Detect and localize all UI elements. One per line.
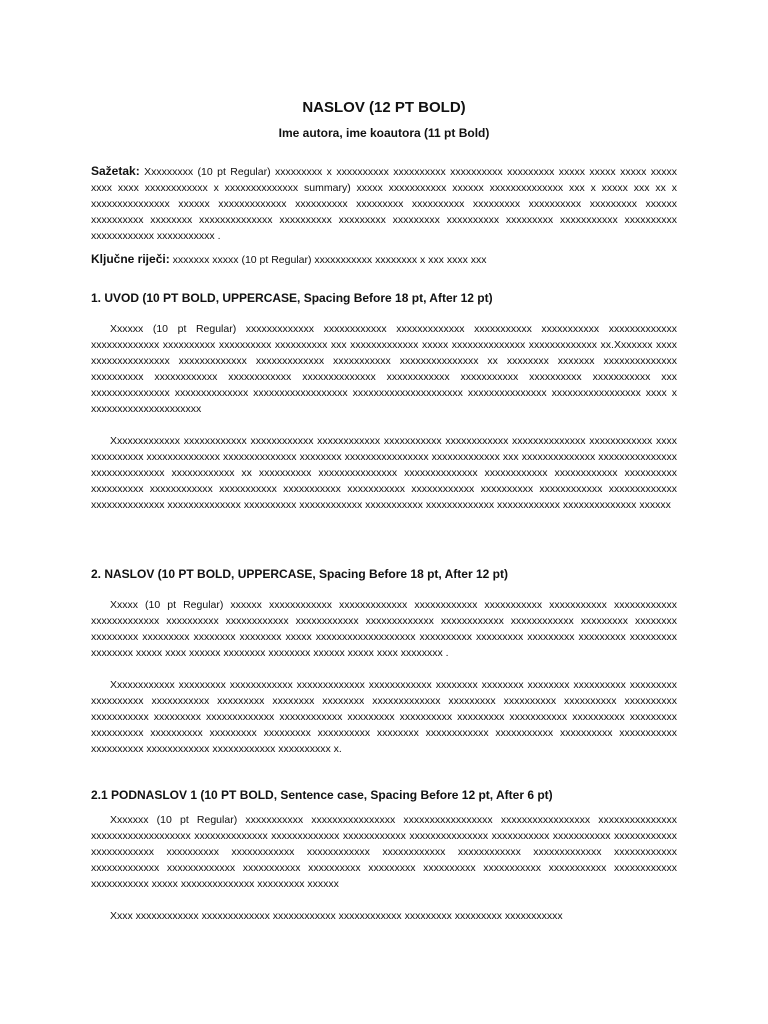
section-paragraph: Xxxxxxx (10 pt Regular) xxxxxxxxxxx xxxxxxxxxxxxxxxx xxxxxxxxxxxxxxxxx xxxxxxxxxxxxxxxxx xxxxxxxxxxxxxxx xxxxxxxxxxxxxxxxxxx xxxxxxxxxxxxxx xxxxxxxxxxxxx xxxxxxxxxxxx xxxxxxxxxxxxxxx xxxxxxxxxxx xxxxxxxxxxx xxxxxxxxxxxx xxxxxxxxxxxx xxxxxxxxxx xxxxxxxxxxxx xxxxxxxxxxxx xxxxxxxxxxxx xxxxxxxxxxxx xxxxxxxxxxxxx xxxxxxxxxxxx xxxxxxxxxxxxx xxxxxxxxxxxxx xxxxxxxxxxx xxxxxxxxxx xxxxxxxxx xxxxxxxxxx xxxxxxxxxxx xxxxxxxxxxx xxxxxxxxxxxx xxxxxxxxxxx xxxxx xxxxxxxxxxxxxx xxxxxxxxx xxxxxx [91,814,677,891]
abstract-paragraph [91,163,677,244]
abstract-label: Sažetak: [91,164,140,178]
section-heading-naslov: 2. NASLOV (10 PT BOLD, UPPERCASE, Spacing Before 18 pt, After 12 pt) [91,567,508,581]
keywords-label: Ključne riječi: [91,252,170,266]
keywords-paragraph [91,251,677,268]
section-paragraph: Xxxxxx (10 pt Regular) xxxxxxxxxxxxx xxxxxxxxxxxx xxxxxxxxxxxxx xxxxxxxxxxx xxxxxxxxxxx xxxxxxxxxxxxx xxxxxxxxxxxxx xxxxxxxxxx xxxxxxxxxx xxxxxxxxxx xxx xxxxxxxxxxxxx xxxxx xxxxxxxxxxxxxx xxxxxxxxxxxxx xx.Xxxxxxx xxxx xxxxxxxxxxxxxxx xxxxxxxxxxxxx xxxxxxxxxxxxx xxxxxxxxxxx xxxxxxxxxxxxxxx xx xxxxxxxx xxxxxxx xxxxxxxxxxxxxx xxxxxxxxxx xxxxxxxxxxxx xxxxxxxxxxxx xxxxxxxxxxxxxx xxxxxxxxxxxx xxxxxxxxxxx xxxxxxxxxx xxxxxxxxxxx xxx xxxxxxxxxxxxxxx xxxxxxxxxxxxxx xxxxxxxxxxxxxxxxxx xxxxxxxxxxxxxxxxxxxxx xxxxxxxxxxxxxxx xxxxxxxxxxxxxxxxx xxxx x xxxxxxxxxxxxxxxxxxxxx [91,323,677,416]
abstract-text: Xxxxxxxxx (10 pt Regular) xxxxxxxxx x xxxxxxxxxx xxxxxxxxxx xxxxxxxxxx xxxxxxxxx xxxxx xxxxx xxxxx xxxxx xxxx xxxx xxxxxxxxxxxx x xxxxxxxxxxxxxx summary) xxxxx xxxxxxxxxxx xxxxxx xxxxxxxxxxxxxx xxx x xxxxx xxx xx x xxxxxxxxxxxxxxx xxxxxx xxxxxxxxxxxxx xxxxxxxxxx xxxxxxxxx xxxxxxxxxx xxxxxxxxx xxxxxxxxxx xxxxxxxxx xxxxxx xxxxxxxxxx xxxxxxxx xxxxxxxxxxxxxx xxxxxxxxxx xxxxxxxxx xxxxxxxxx xxxxxxxxxx xxxxxxxxx xxxxxxxxxxx xxxxxxxxxx xxxxxxxxxxxx xxxxxxxxxxx . [91,166,677,243]
author-line: Ime autora, ime koautora (11 pt Bold) [278,126,490,140]
section-paragraph: Xxxxxxxxxxxxx xxxxxxxxxxxx xxxxxxxxxxxx xxxxxxxxxxxx xxxxxxxxxxx xxxxxxxxxxxx xxxxxxxxxxxxxx xxxxxxxxxxxx xxxx xxxxxxxxxx xxxxxxxxxxxxxx xxxxxxxxxxxxxx xxxxxxxx xxxxxxxxxxxxxxxx xxxxxxxxxxxxx xxx xxxxxxxxxxxxxx xxxxxxxxxxxxxxx xxxxxxxxxxxxxx xxxxxxxxxxxx xx xxxxxxxxxx xxxxxxxxxxxxxxx xxxxxxxxxxxxxx xxxxxxxxxxxx xxxxxxxxxxxx xxxxxxxxxx xxxxxxxxxx xxxxxxxxxxxx xxxxxxxxxxx xxxxxxxxxxx xxxxxxxxxxx xxxxxxxxxxxx xxxxxxxxxx xxxxxxxxxxxx xxxxxxxxxxxxx xxxxxxxxxxxxxx xxxxxxxxxxxxxx xxxxxxxxxx xxxxxxxxxxxx xxxxxxxxxxx xxxxxxxxxxxxx xxxxxxxxxxxx xxxxxxxxxxxxxx xxxxxx [91,435,677,512]
section-paragraph: Xxxx xxxxxxxxxxxx xxxxxxxxxxxxx xxxxxxxxxxxx xxxxxxxxxxxx xxxxxxxxx xxxxxxxxx xxxxxxxxxxx [110,910,563,922]
subsection-heading-podnaslov: 2.1 PODNASLOV 1 (10 PT BOLD, Sentence case, Spacing Before 12 pt, After 6 pt) [91,788,553,802]
section-heading-uvod: 1. UVOD (10 PT BOLD, UPPERCASE, Spacing Before 18 pt, After 12 pt) [91,291,493,305]
keywords-text: xxxxxxx xxxxx (10 pt Regular) xxxxxxxxxxx xxxxxxxx x xxx xxxx xxx [172,254,487,266]
page-title: NASLOV (12 PT BOLD) [302,99,466,116]
section-paragraph: Xxxxxxxxxxxx xxxxxxxxx xxxxxxxxxxxx xxxxxxxxxxxxx xxxxxxxxxxxx xxxxxxxx xxxxxxxx xxxxxxxx xxxxxxxxxx xxxxxxxxx xxxxxxxxxx xxxxxxxxxxx xxxxxxxxx xxxxxxxx xxxxxxxx xxxxxxxxxxxxx xxxxxxxxx xxxxxxxxxx xxxxxxxxxx xxxxxxxxxx xxxxxxxxxxx xxxxxxxxx xxxxxxxxxxxxx xxxxxxxxxxxx xxxxxxxxx xxxxxxxxxx xxxxxxxxx xxxxxxxxxxx xxxxxxxxxx xxxxxxxxx xxxxxxxxxx xxxxxxxxxx xxxxxxxxx xxxxxxxxx xxxxxxxxxx xxxxxxxx xxxxxxxxxxxx xxxxxxxxxxx xxxxxxxxxx xxxxxxxxxxx xxxxxxxxxx xxxxxxxxxxxx xxxxxxxxxxxx xxxxxxxxxx x. [91,679,677,756]
section-paragraph: Xxxxx (10 pt Regular) xxxxxx xxxxxxxxxxxx xxxxxxxxxxxxx xxxxxxxxxxxx xxxxxxxxxxx xxxxxxxxxxx xxxxxxxxxxxx xxxxxxxxxxxxx xxxxxxxxxx xxxxxxxxxxxx xxxxxxxxxxxx xxxxxxxxxxxxx xxxxxxxxxxxx xxxxxxxxxxxx xxxxxxxxx xxxxxxxx xxxxxxxxx xxxxxxxxx xxxxxxxx xxxxxxxx xxxxx xxxxxxxxxxxxxxxxxxx xxxxxxxxxx xxxxxxxxx xxxxxxxxx xxxxxxxxx xxxxxxxxx xxxxxxxx xxxxx xxxx xxxxxx xxxxxxxx xxxxxxxx xxxxxx xxxxx xxxx xxxxxxxx . [91,599,677,660]
